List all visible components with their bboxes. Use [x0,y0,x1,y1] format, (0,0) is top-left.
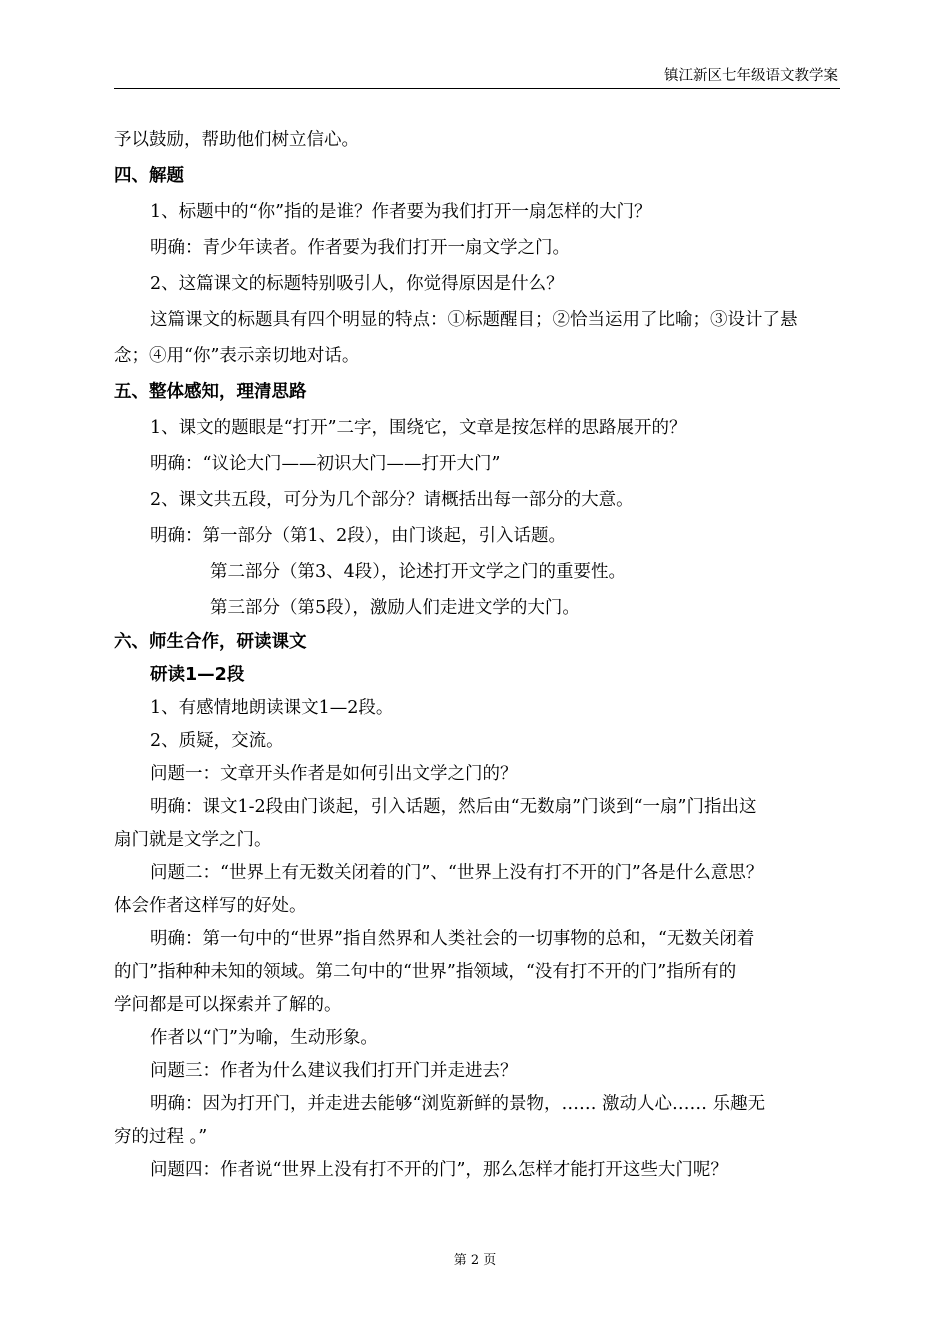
text-line: 学问都是可以探索并了解的。 [114,995,342,1015]
text-line: 问题一：文章开头作者是如何引出文学之门的？ [150,764,518,784]
text-line: 问题四：作者说“世界上没有打不开的门”，那么怎样才能打开这些大门呢？ [150,1160,728,1180]
text-line: 1、标题中的“你”指的是谁？作者要为我们打开一扇怎样的大门？ [150,202,652,222]
text-line: 作者以“门”为喻，生动形象。 [150,1028,378,1048]
text-line: 2、质疑，交流。 [150,731,284,751]
document-body [114,122,842,1187]
text-line: 问题三：作者为什么建议我们打开门并走进去？ [150,1061,518,1081]
text-line: 念；④用“你”表示亲切地对话。 [114,346,360,366]
page-header [114,62,840,89]
text-line: 第三部分（第5段），激励人们走进文学的大门。 [210,598,580,618]
section-heading: 五、整体感知，理清思路 [114,382,307,402]
text-line: 明确：“议论大门——初识大门——打开大门” [150,454,501,474]
text-line: 这篇课文的标题具有四个明显的特点：①标题醒目；②恰当运用了比喻；③设计了悬 [150,310,798,330]
text-line: 穷的过程 。” [114,1127,208,1147]
section-heading: 六、师生合作，研读课文 [114,632,307,652]
text-line: 予以鼓励，帮助他们树立信心。 [114,130,359,150]
text-line: 明确：第一部分（第1、2段），由门谈起，引入话题。 [150,526,567,546]
text-line: 1、有感情地朗读课文1—2段。 [150,698,394,718]
text-line: 明确：课文1-2段由门谈起，引入话题，然后由“无数扇”门谈到“一扇”门指出这 [150,797,757,817]
text-line: 2、课文共五段，可分为几个部分？请概括出每一部分的大意。 [150,490,634,510]
section-heading: 四、解题 [114,166,184,186]
section-heading: 研读1—2段 [150,665,245,685]
page-number: 第 2 页 [453,1253,497,1268]
text-line: 第二部分（第3、4段），论述打开文学之门的重要性。 [210,562,627,582]
text-line: 明确：第一句中的“世界”指自然界和人类社会的一切事物的总和，“无数关闭着 [150,929,755,949]
text-line: 体会作者这样写的好处。 [114,896,307,916]
text-line: 1、课文的题眼是“打开”二字，围绕它，文章是按怎样的思路展开的？ [150,418,687,438]
text-line: 明确：因为打开门，并走进去能够“浏览新鲜的景物，…… 激动人心…… 乐趣无 [150,1094,766,1114]
text-line: 2、这篇课文的标题特别吸引人，你觉得原因是什么？ [150,274,564,294]
text-line: 扇门就是文学之门。 [114,830,272,850]
text-line: 的门”指种种未知的领域。第二句中的“世界”指领域，“没有打不开的门”指所有的 [114,962,737,982]
header-title: 镇江新区七年级语文教学案 [664,68,838,84]
text-line: 问题二：“世界上有无数关闭着的门”、“世界上没有打不开的门”各是什么意思？ [150,863,764,883]
text-line: 明确：青少年读者。作者要为我们打开一扇文学之门。 [150,238,570,258]
